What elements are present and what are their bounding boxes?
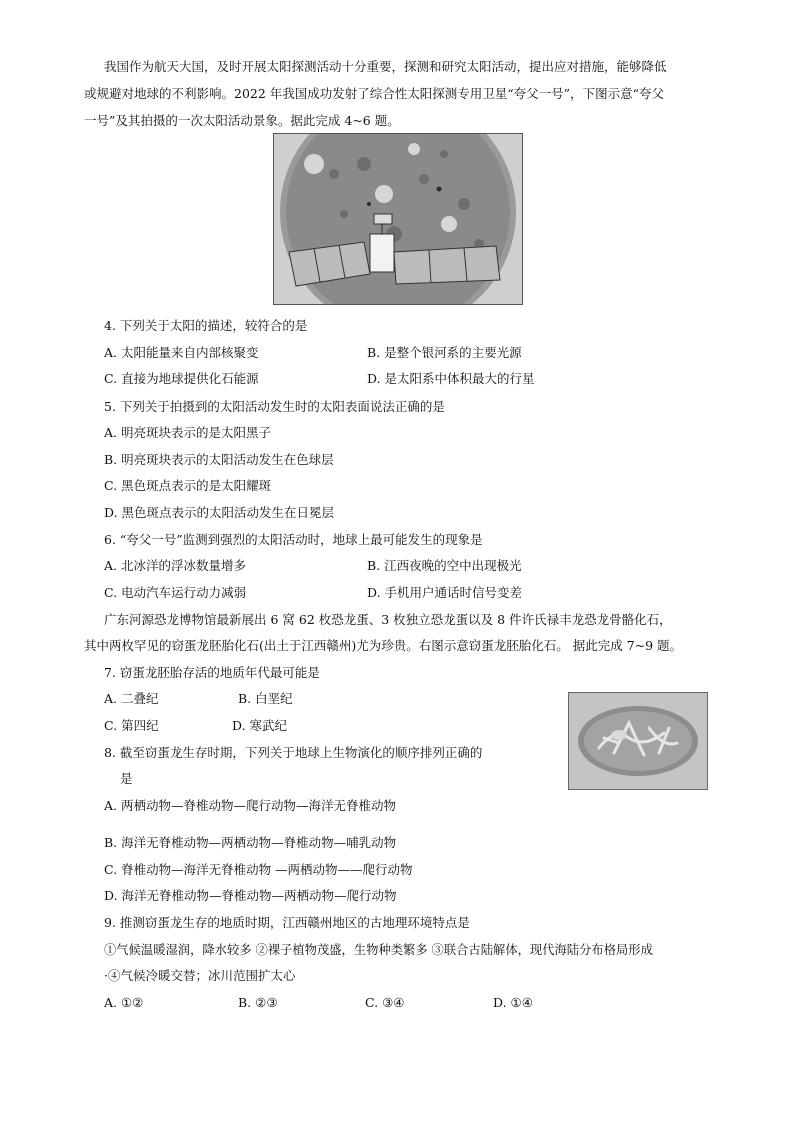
q4-option-a: A. 太阳能量来自内部核聚变 bbox=[104, 345, 259, 360]
q5-option-b: B. 明亮斑块表示的太阳活动发生在色球层 bbox=[104, 452, 334, 467]
q8-option-d: D. 海洋无脊椎动物—脊椎动物—两栖动物—爬行动物 bbox=[104, 888, 397, 903]
q9-option-c: C. ③④ bbox=[365, 995, 405, 1010]
q5-option-c: C. 黑色斑点表示的是太阳耀斑 bbox=[104, 478, 272, 493]
q8-option-c: C. 脊椎动物—海洋无脊椎动物 —两栖动物——爬行动物 bbox=[104, 862, 413, 877]
q8-option-b: B. 海洋无脊椎动物—两栖动物—脊椎动物—哺乳动物 bbox=[104, 835, 397, 850]
q8-stem-continued: 是 bbox=[120, 771, 133, 786]
q6-option-c: C. 电动汽车运行动力减弱 bbox=[104, 585, 247, 600]
passage2-line1: 广东河源恐龙博物馆最新展出 6 窝 62 枚恐龙蛋、3 枚独立恐龙蛋以及 8 件许氏禄丰龙恐龙骨骼化石， bbox=[104, 612, 672, 627]
oviraptor-embryo-fossil-photo bbox=[568, 692, 708, 790]
sun-satellite-photo bbox=[273, 133, 523, 305]
q8-stem: 8. 截至窃蛋龙生存时期，下列关于地球上生物演化的顺序排列正确的 bbox=[104, 745, 483, 760]
q9-stem: 9. 推测窃蛋龙生存的地质时期，江西赣州地区的古地理环境特点是 bbox=[104, 915, 470, 930]
passage1-line3: 一号”及其拍摄的一次太阳活动景象。据此完成 4~6 题。 bbox=[84, 113, 400, 128]
q9-statements-line2: ·④气候冷暖交替；冰川范围扩太心 bbox=[104, 968, 296, 983]
q4-stem: 4. 下列关于太阳的描述，较符合的是 bbox=[104, 318, 308, 333]
q9-option-a: A. ①② bbox=[104, 995, 144, 1010]
q9-statements-line1: ①气候温暖湿润，降水较多 ②裸子植物茂盛，生物种类繁多 ③联合古陆解体，现代海陆分布格局形成 bbox=[104, 943, 653, 957]
q9-option-b: B. ②③ bbox=[238, 995, 278, 1010]
q7-option-b: B. 白垩纪 bbox=[238, 691, 293, 706]
q7-option-a: A. 二叠纪 bbox=[104, 691, 159, 706]
q4-option-b: B. 是整个银河系的主要光源 bbox=[367, 345, 522, 360]
q5-option-a: A. 明亮斑块表示的是太阳黑子 bbox=[104, 425, 271, 440]
q7-option-c: C. 第四纪 bbox=[104, 718, 159, 733]
q6-stem: 6. “夸父一号”监测到强烈的太阳活动时，地球上最可能发生的现象是 bbox=[104, 532, 483, 547]
passage1-line2: 或规避对地球的不利影响。2022 年我国成功发射了综合性太阳探测专用卫星“夸父一号”，下图示意“夸父 bbox=[84, 86, 664, 101]
q6-option-a: A. 北冰洋的浮冰数量增多 bbox=[104, 558, 246, 573]
q7-stem: 7. 窃蛋龙胚胎存活的地质年代最可能是 bbox=[104, 665, 320, 680]
q4-option-c: C. 直接为地球提供化石能源 bbox=[104, 371, 259, 386]
q8-option-a: A. 两栖动物—脊椎动物—爬行动物—海洋无脊椎动物 bbox=[104, 798, 396, 813]
q5-stem: 5. 下列关于拍摄到的太阳活动发生时的太阳表面说法正确的是 bbox=[104, 399, 445, 414]
q7-option-d: D. 寒武纪 bbox=[232, 718, 288, 733]
q9-option-d: D. ①④ bbox=[493, 995, 533, 1010]
passage2-line2: 其中两枚罕见的窃蛋龙胚胎化石(出土于江西赣州)尤为珍贵。右图示意窃蛋龙胚胎化石。 据此完成 7~9 题。 bbox=[84, 638, 683, 653]
q5-option-d: D. 黑色斑点表示的太阳活动发生在日冕层 bbox=[104, 505, 335, 520]
q6-option-d: D. 手机用户通话时信号变差 bbox=[367, 585, 523, 600]
q4-option-d: D. 是太阳系中体积最大的行星 bbox=[367, 371, 535, 386]
passage1-line1: 我国作为航天大国，及时开展太阳探测活动十分重要，探测和研究太阳活动，提出应对措施，能够降低 bbox=[104, 59, 667, 74]
q6-option-b: B. 江西夜晚的空中出现极光 bbox=[367, 558, 522, 573]
